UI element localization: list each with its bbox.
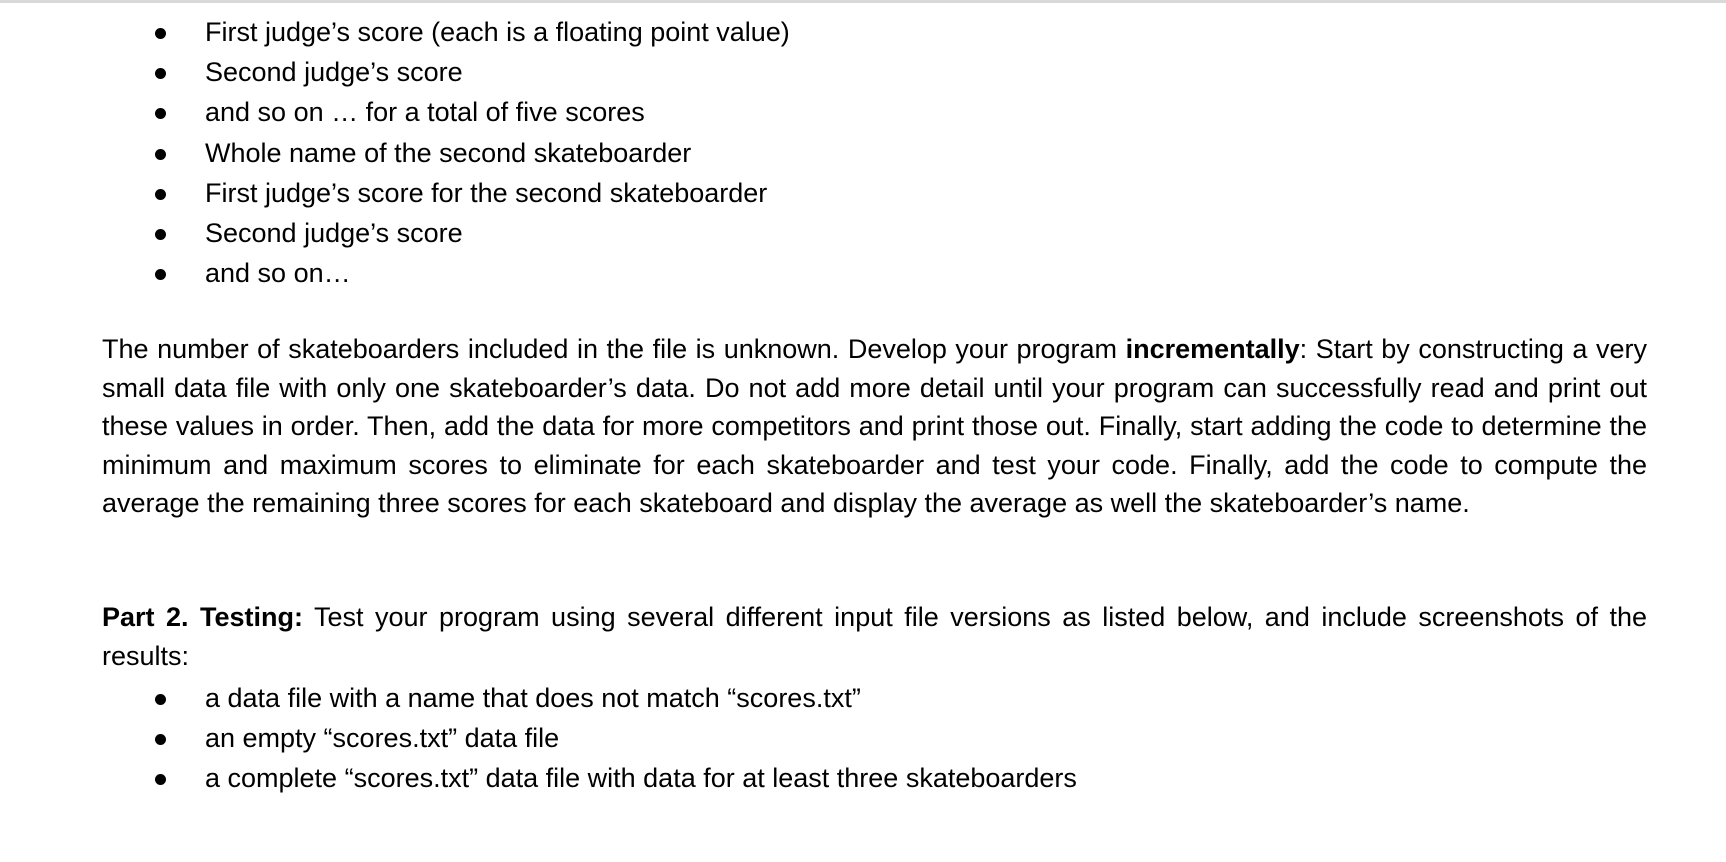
bullet-icon: [155, 774, 166, 785]
bullet-icon: [155, 229, 166, 240]
list-item-text: Second judge’s score: [205, 57, 463, 88]
list-item-text: First judge’s score (each is a floating point value): [205, 17, 790, 47]
bullet-icon: [155, 108, 166, 119]
list-item-text: an empty “scores.txt” data file: [205, 723, 560, 754]
list-item-text: Whole name of the second skateboarder: [205, 137, 692, 168]
list-item-text: First judge’s score for the second skateboarder: [205, 177, 768, 208]
list-item-text: a data file with a name that does not match “scores.txt”: [205, 683, 861, 713]
bullet-icon: [155, 149, 166, 160]
paragraph-text: Test your program using several different input file versions as listed below, and include screenshots of the results:: [102, 602, 1647, 671]
bullet-icon: [155, 68, 166, 79]
paragraph-part-2-testing: [102, 598, 1647, 675]
paragraph-incremental-development: [102, 330, 1647, 523]
section-heading-part-2: Part 2. Testing:: [102, 602, 304, 632]
emphasis-incrementally: incrementally: [1125, 334, 1300, 364]
list-item-text: and so on … for a total of five scores: [205, 97, 645, 128]
bullet-icon: [155, 269, 166, 280]
bullet-icon: [155, 694, 166, 705]
list-item-text: a complete “scores.txt” data file with data for at least three skateboarders: [205, 763, 1077, 794]
paragraph-text: : Start by constructing a very small data file with only one skateboarder’s data. Do not add more detail until your program can successfully read and print out these values in order. Then, add the data for more competitors and print those out. Finally, start adding the code to determine the minimum and maximum scores to eliminate for each skateboarder and test your code. Finally, add the code to compute the average the remaining three scores for each skateboard and display the average as well the skateboarder’s name.: [102, 334, 1647, 518]
bullet-icon: [155, 734, 166, 745]
bullet-icon: [155, 189, 166, 200]
page-top-edge: [0, 0, 1726, 3]
bullet-icon: [155, 28, 166, 39]
list-item-text: Second judge’s score: [205, 217, 463, 248]
list-item-text: and so on…: [205, 258, 351, 289]
paragraph-text: The number of skateboarders included in the file is unknown. Develop your program: [102, 334, 1126, 364]
